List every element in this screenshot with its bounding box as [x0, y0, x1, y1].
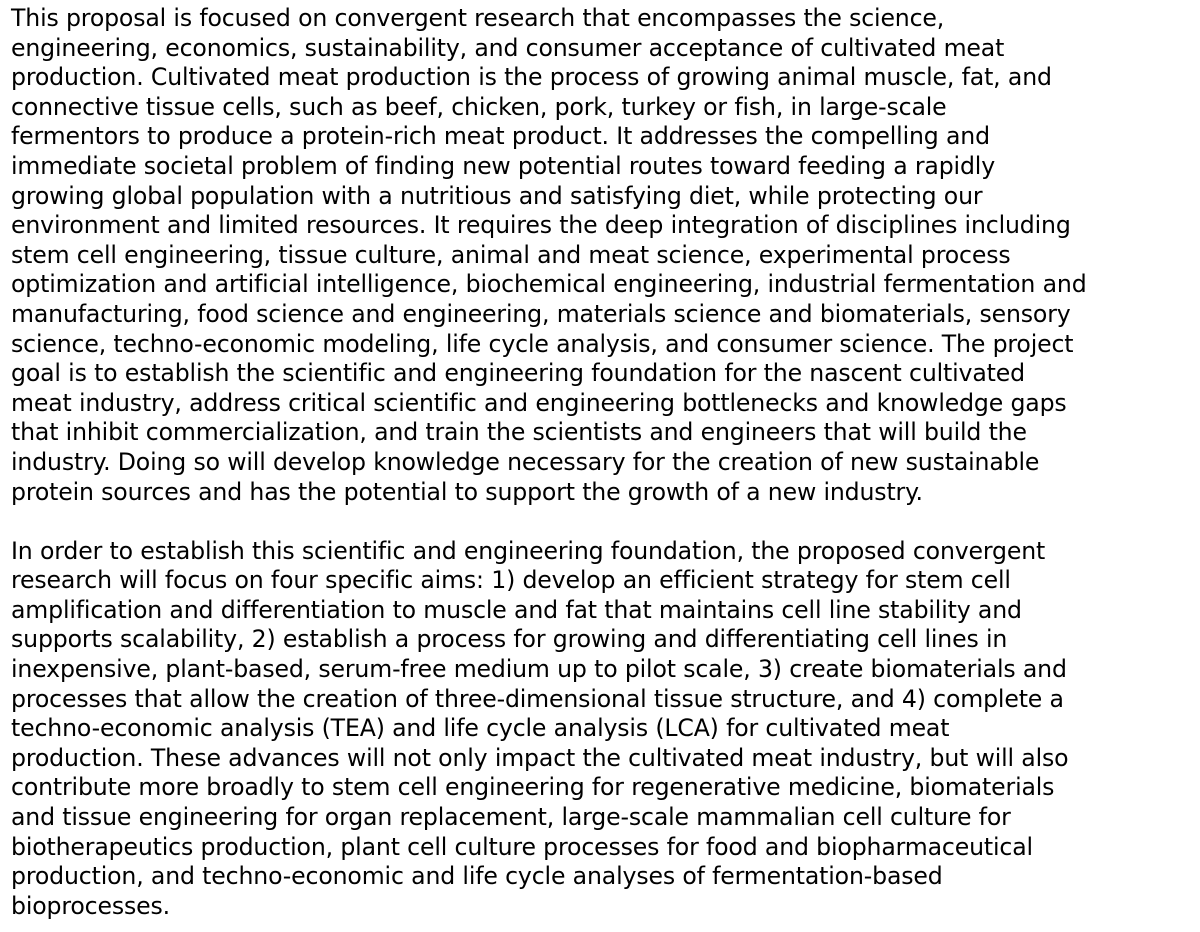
- text-line: growing global population with a nutritious and satisfying diet, while protecting our: [11, 181, 983, 210]
- text-line: production, and techno-economic and life cycle analyses of fermentation-based: [11, 862, 943, 891]
- text-line: techno-economic analysis (TEA) and life cycle analysis (LCA) for cultivated meat: [11, 714, 950, 743]
- text-line: stem cell engineering, tissue culture, animal and meat science, experimental process: [11, 240, 1011, 269]
- text-line: inexpensive, plant-based, serum-free medium up to pilot scale, 3) create biomaterials and: [11, 655, 1067, 684]
- paragraph-overview: [11, 4, 1190, 507]
- text-line: contribute more broadly to stem cell engineering for regenerative medicine, biomaterials: [11, 773, 1055, 802]
- text-line: production. These advances will not only impact the cultivated meat industry, but will also: [11, 743, 1069, 772]
- text-line: research will focus on four specific aims: 1) develop an efficient strategy for stem cell: [11, 566, 1011, 595]
- text-line: bioprocesses.: [11, 891, 170, 920]
- text-line: engineering, economics, sustainability, and consumer acceptance of cultivated meat: [11, 33, 1005, 62]
- text-line: optimization and artificial intelligence, biochemical engineering, industrial fermentation and: [11, 270, 1087, 299]
- text-line: processes that allow the creation of three-dimensional tissue structure, and 4) complete a: [11, 684, 1064, 713]
- text-line: manufacturing, food science and engineering, materials science and biomaterials, sensory: [11, 299, 1071, 328]
- text-line: biotherapeutics production, plant cell culture processes for food and biopharmaceutical: [11, 832, 1033, 861]
- text-line: This proposal is focused on convergent research that encompasses the science,: [11, 4, 945, 32]
- paragraph-specific-aims: [11, 537, 1190, 922]
- text-line: protein sources and has the potential to support the growth of a new industry.: [11, 477, 923, 506]
- text-line: science, techno-economic modeling, life cycle analysis, and consumer science. The project: [11, 329, 1074, 358]
- text-line: supports scalability, 2) establish a process for growing and differentiating cell lines in: [11, 625, 1008, 654]
- text-line: that inhibit commercialization, and train the scientists and engineers that will build the: [11, 418, 1027, 447]
- text-line: industry. Doing so will develop knowledge necessary for the creation of new sustainable: [11, 447, 1040, 476]
- text-line: goal is to establish the scientific and engineering foundation for the nascent cultivated: [11, 359, 1025, 388]
- text-line: fermentors to produce a protein-rich meat product. It addresses the compelling and: [11, 122, 990, 151]
- text-line: meat industry, address critical scientific and engineering bottlenecks and knowledge gaps: [11, 388, 1067, 417]
- text-line: In order to establish this scientific and engineering foundation, the proposed convergent: [11, 536, 1046, 565]
- text-line: environment and limited resources. It requires the deep integration of disciplines including: [11, 211, 1071, 240]
- text-line: amplification and differentiation to muscle and fat that maintains cell line stability and: [11, 595, 1022, 624]
- text-line: immediate societal problem of finding new potential routes toward feeding a rapidly: [11, 151, 996, 180]
- text-line: production. Cultivated meat production is the process of growing animal muscle, fat, and: [11, 63, 1052, 92]
- text-line: and tissue engineering for organ replacement, large-scale mammalian cell culture for: [11, 803, 1011, 832]
- text-line: connective tissue cells, such as beef, chicken, pork, turkey or fish, in large-scale: [11, 92, 947, 121]
